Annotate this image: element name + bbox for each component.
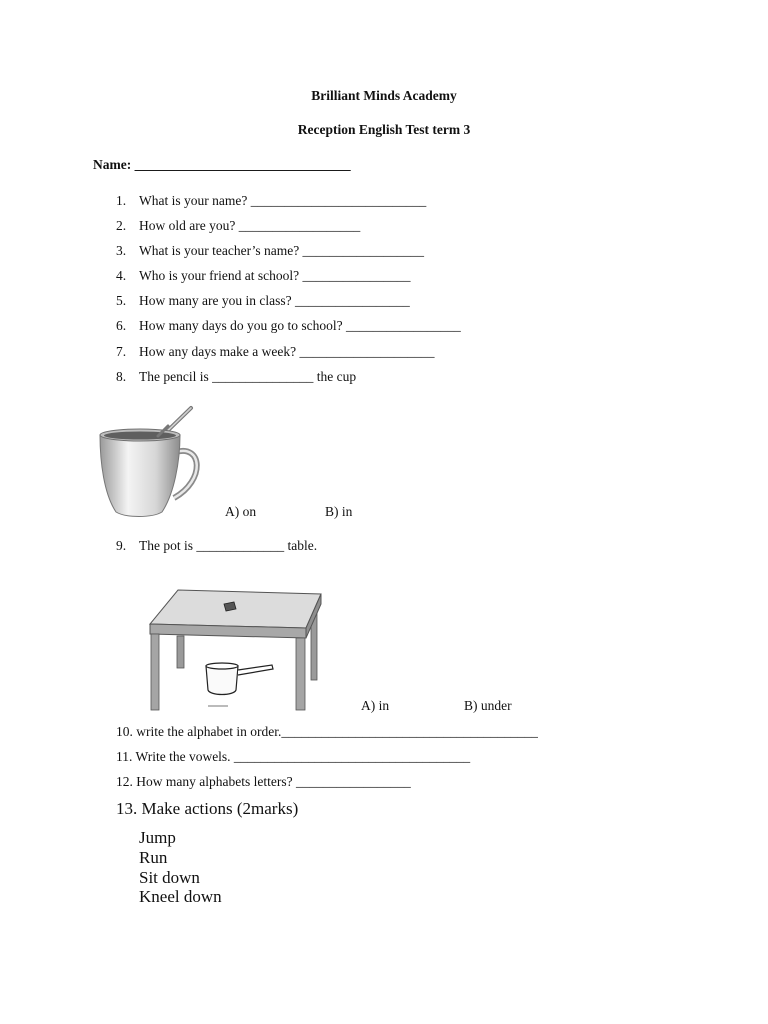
question-number: 9. (116, 538, 127, 553)
question-number: 7. (116, 344, 127, 359)
test-title: Reception English Test term 3 (297, 122, 471, 137)
question-1[interactable] (116, 193, 426, 209)
question-text: Who is your friend at school? ________________ (139, 268, 411, 283)
question-text: What is your name? __________________________ (139, 193, 427, 208)
question-3[interactable] (116, 243, 424, 259)
question-number: 2. (116, 218, 127, 233)
question-13: 13. Make actions (2marks) (116, 799, 299, 818)
cup-with-pencil-illustration (96, 402, 206, 520)
question-4[interactable] (116, 268, 410, 284)
question-number: 5. (116, 293, 127, 308)
question-10[interactable]: 10. write the alphabet in order.______________________________________ (116, 724, 538, 739)
q9-option-a[interactable]: A) in (361, 698, 390, 713)
table-with-pot-illustration (146, 588, 324, 712)
question-number: 1. (116, 193, 127, 208)
question-text: What is your teacher’s name? __________________ (139, 243, 425, 258)
question-2[interactable] (116, 218, 360, 234)
question-9[interactable] (116, 538, 317, 554)
question-text: How many days do you go to school? _________________ (139, 318, 461, 333)
question-number: 8. (116, 369, 127, 384)
question-8[interactable] (116, 369, 356, 385)
q8-option-a[interactable]: A) on (225, 504, 257, 519)
question-7[interactable] (116, 344, 434, 360)
question-number: 3. (116, 243, 127, 258)
question-text: How old are you? __________________ (139, 218, 361, 233)
question-12[interactable]: 12. How many alphabets letters? _________________ (116, 774, 411, 789)
question-6[interactable] (116, 318, 461, 334)
action-item: Kneel down (139, 887, 222, 906)
question-5[interactable] (116, 293, 410, 309)
name-field[interactable]: Name: ________________________________ (93, 157, 351, 172)
question-number: 4. (116, 268, 127, 283)
question-text: How any days make a week? ____________________ (139, 344, 435, 359)
question-text: The pot is _____________ table. (139, 538, 318, 553)
question-text: The pencil is _______________ the cup (139, 369, 357, 384)
q9-option-b[interactable]: B) under (464, 698, 512, 713)
question-text: How many are you in class? _________________ (139, 293, 410, 308)
school-name: Brilliant Minds Academy (311, 88, 457, 103)
action-item: Sit down (139, 868, 200, 887)
action-item: Jump (139, 828, 176, 847)
action-item: Run (139, 848, 168, 867)
question-11[interactable]: 11. Write the vowels. ___________________________________ (116, 749, 471, 764)
q8-option-b[interactable]: B) in (325, 504, 353, 519)
question-number: 6. (116, 318, 127, 333)
